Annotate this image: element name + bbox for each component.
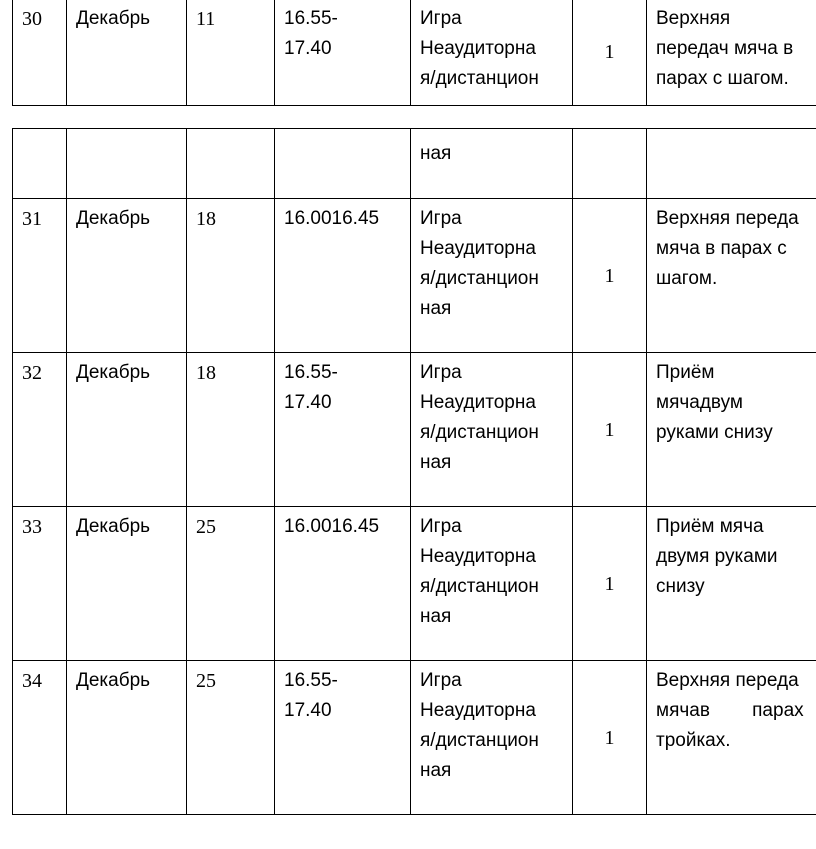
day-cell [187, 661, 275, 815]
day-cell [187, 353, 275, 507]
empty-cell [647, 129, 816, 199]
time-line: 17.40 [284, 38, 332, 59]
hours: 1 [604, 41, 615, 63]
day: 25 [196, 516, 216, 538]
topic-line: Верхняя [656, 8, 731, 29]
topic [647, 353, 816, 448]
day: 25 [196, 670, 216, 692]
table-row [13, 353, 816, 507]
month: Декабрь [76, 670, 151, 691]
time [275, 199, 410, 234]
time-line: 16.0016.45 [284, 516, 380, 537]
form-line: Игра [420, 8, 462, 29]
form-line: Игра [420, 208, 462, 229]
time [275, 661, 410, 726]
month: Декабрь [76, 362, 151, 383]
form-line: Неаудиторна [420, 700, 536, 721]
form-line: я/дистанцион [420, 68, 539, 89]
time-cell [275, 0, 411, 106]
schedule-table-top [12, 0, 816, 106]
time [275, 353, 410, 418]
form [411, 353, 572, 478]
lesson-number-cell [13, 199, 67, 353]
time-cell [275, 353, 411, 507]
table-row [13, 199, 816, 353]
month-cell [67, 353, 187, 507]
topic-line: передач мяча в [656, 38, 794, 59]
topic-line: руками снизу [656, 422, 773, 443]
month-cell [67, 507, 187, 661]
lesson-number: 32 [22, 362, 42, 384]
lesson-number-cell [13, 661, 67, 815]
topic-line: парах с шагом. [656, 68, 789, 89]
topic-line: двумя руками [656, 546, 778, 567]
topic-cell [647, 353, 816, 507]
day-cell [187, 0, 275, 106]
form-cell [411, 0, 573, 106]
form-cell [411, 661, 573, 815]
time-line: 16.55- [284, 362, 338, 383]
form [411, 199, 572, 324]
topic-line: мячав парах [656, 700, 804, 721]
form-line: ная [420, 760, 452, 781]
form-cell [411, 353, 573, 507]
form-cell [411, 129, 573, 199]
form-line: Неаудиторна [420, 546, 536, 567]
form-line: я/дистанцион [420, 268, 539, 289]
topic [647, 507, 816, 602]
month-cell [67, 661, 187, 815]
time-line: 16.55- [284, 670, 338, 691]
lesson-number: 30 [22, 8, 42, 30]
form-line: Игра [420, 670, 462, 691]
empty-cell [573, 129, 647, 199]
day: 18 [196, 362, 216, 384]
lesson-number-cell [13, 507, 67, 661]
lesson-number-cell [13, 0, 67, 106]
form-line: я/дистанцион [420, 422, 539, 443]
form-line: ная [420, 606, 452, 627]
table-row [13, 661, 816, 815]
empty-cell [67, 129, 187, 199]
lesson-number: 31 [22, 208, 42, 230]
topic [647, 199, 816, 294]
form-line: я/дистанцион [420, 576, 539, 597]
hours: 1 [604, 418, 615, 441]
empty-cell [275, 129, 411, 199]
table-row [13, 507, 816, 661]
hours-cell [573, 661, 647, 815]
time-line: 17.40 [284, 700, 332, 721]
form-line: Неаудиторна [420, 38, 536, 59]
topic [647, 0, 816, 94]
hours-cell [573, 0, 647, 106]
time-line: 16.55- [284, 8, 338, 29]
hours: 1 [604, 572, 615, 595]
form-cell [411, 507, 573, 661]
time-line: 17.40 [284, 392, 332, 413]
topic-cell [647, 661, 816, 815]
topic-line: мяча в парах с [656, 238, 787, 259]
topic-line: мячадвум [656, 392, 743, 413]
month: Декабрь [76, 208, 151, 229]
time-line: 16.0016.45 [284, 208, 380, 229]
lesson-number: 34 [22, 670, 42, 692]
form-line: Неаудиторна [420, 392, 536, 413]
lesson-number: 33 [22, 516, 42, 538]
form [411, 0, 572, 94]
lesson-number-cell [13, 353, 67, 507]
topic-line: Верхняя переда [656, 208, 799, 229]
hours: 1 [604, 726, 615, 749]
time-cell [275, 199, 411, 353]
day: 11 [196, 8, 216, 30]
schedule-table-main [12, 128, 816, 815]
topic-line: тройках. [656, 730, 731, 751]
time-cell [275, 507, 411, 661]
hours-cell [573, 199, 647, 353]
month: Декабрь [76, 8, 151, 29]
empty-cell [13, 129, 67, 199]
day: 18 [196, 208, 216, 230]
form [411, 661, 572, 786]
month-cell [67, 199, 187, 353]
topic-line: шагом. [656, 268, 718, 289]
form-line: Неаудиторна [420, 238, 536, 259]
form [411, 507, 572, 632]
time [275, 0, 410, 64]
topic-line: снизу [656, 576, 705, 597]
day-cell [187, 199, 275, 353]
form-cell [411, 199, 573, 353]
time-cell [275, 661, 411, 815]
empty-cell [187, 129, 275, 199]
form-line: Игра [420, 362, 462, 383]
hours-cell [573, 353, 647, 507]
topic-line: Приём [656, 362, 715, 383]
topic-cell [647, 0, 816, 106]
topic-cell [647, 507, 816, 661]
topic-cell [647, 199, 816, 353]
day-cell [187, 507, 275, 661]
hours: 1 [604, 264, 615, 287]
month-cell [67, 0, 187, 106]
form-line: Игра [420, 516, 462, 537]
form-line: я/дистанцион [420, 730, 539, 751]
topic [647, 661, 816, 756]
table-row-continuation [13, 129, 816, 199]
form-line: ная [420, 452, 452, 473]
time [275, 507, 410, 542]
month: Декабрь [76, 516, 151, 537]
table-row [13, 0, 816, 106]
form-continuation: ная [420, 143, 452, 164]
form-line: ная [420, 298, 452, 319]
hours-cell [573, 507, 647, 661]
topic-line: Верхняя переда [656, 670, 799, 691]
topic-line: Приём мяча [656, 516, 764, 537]
